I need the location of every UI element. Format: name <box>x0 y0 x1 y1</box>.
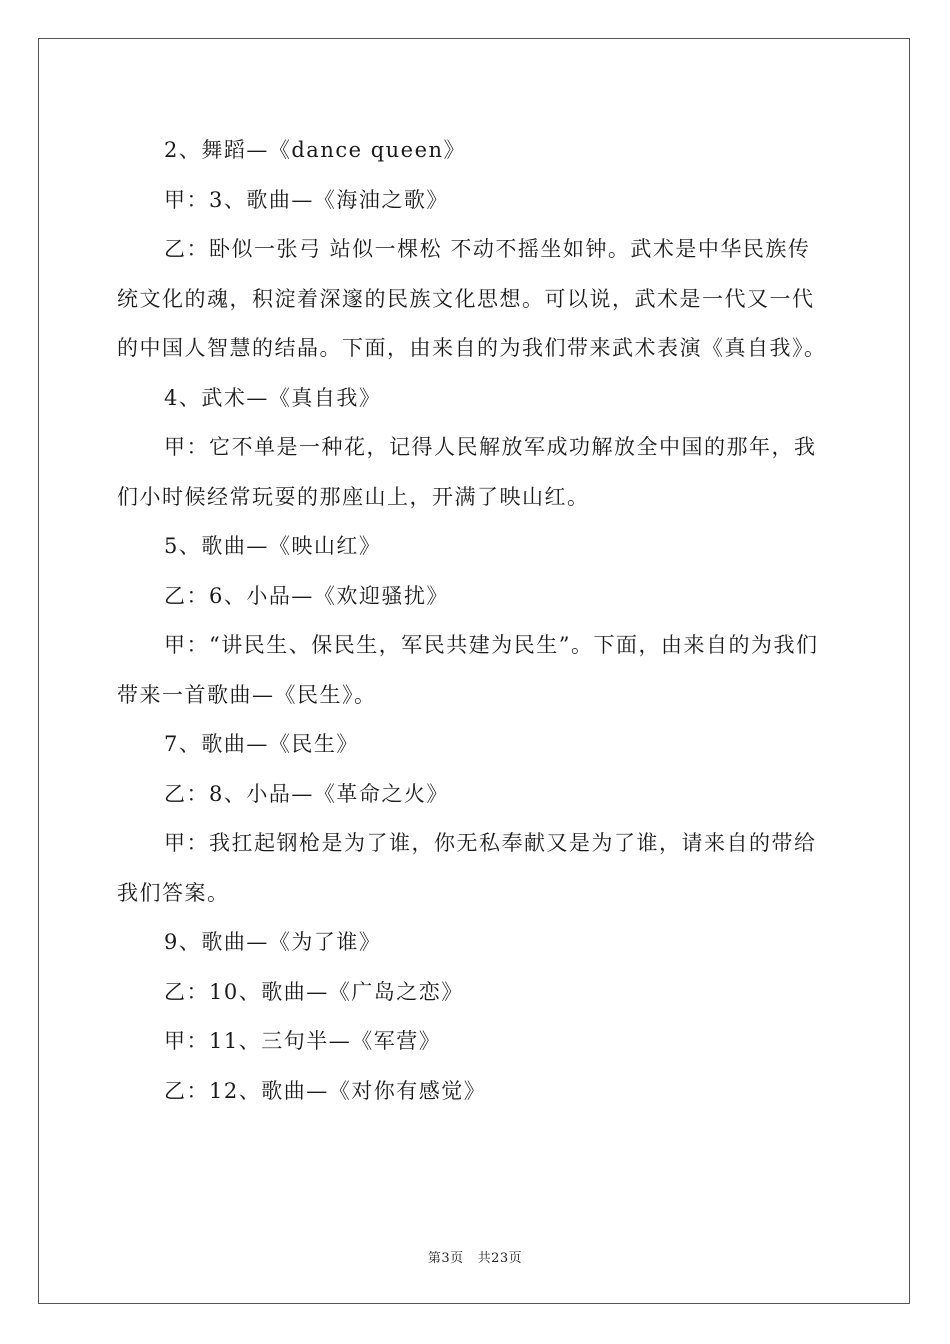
page-footer <box>0 1247 950 1266</box>
paragraph-15: 乙：12、歌曲—《对你有感觉》 <box>164 1078 487 1103</box>
paragraph-1: 2、舞蹈—《dance queen》 <box>164 138 467 162</box>
paragraph-12: 9、歌曲—《为了谁》 <box>164 930 382 954</box>
paragraph-2: 甲：3、歌曲—《海油之歌》 <box>164 187 449 212</box>
paragraph-10: 乙：8、小品—《革命之火》 <box>164 781 449 806</box>
paragraph-6: 5、歌曲—《映山红》 <box>164 534 382 558</box>
paragraph-11: 甲：我扛起钢枪是为了谁，你无私奉献又是为了谁，请来自的带给我们答案。 <box>117 831 817 905</box>
paragraph-5: 甲：它不单是一种花，记得人民解放军成功解放全中国的那年，我们小时候经常玩耍的那座山上，开满了映山红。 <box>117 435 817 509</box>
paragraph-8: 甲：“讲民生、保民生，军民共建为民生”。下面，由来自的为我们带来一首歌曲—《民生》。 <box>117 633 819 707</box>
paragraph-7: 乙：6、小品—《欢迎骚扰》 <box>164 583 449 608</box>
page-number: 第3页 <box>427 1251 464 1266</box>
paragraph-4: 4、武术—《真自我》 <box>164 385 382 410</box>
paragraph-3: 乙：卧似一张弓 站似一棵松 不动不摇坐如钟。武术是中华民族传统文化的魂，积淀着深邃的民族文化思想。可以说，武术是一代又一代的中国人智慧的结晶。下面，由来自的为我们带来武术表演《真自我》。 <box>117 237 827 360</box>
document-body <box>117 126 831 1116</box>
page-total: 共23页 <box>477 1251 523 1266</box>
paragraph-14: 甲：11、三句半—《军营》 <box>164 1029 442 1053</box>
paragraph-9: 7、歌曲—《民生》 <box>164 732 359 756</box>
paragraph-13: 乙：10、歌曲—《广岛之恋》 <box>164 979 464 1004</box>
